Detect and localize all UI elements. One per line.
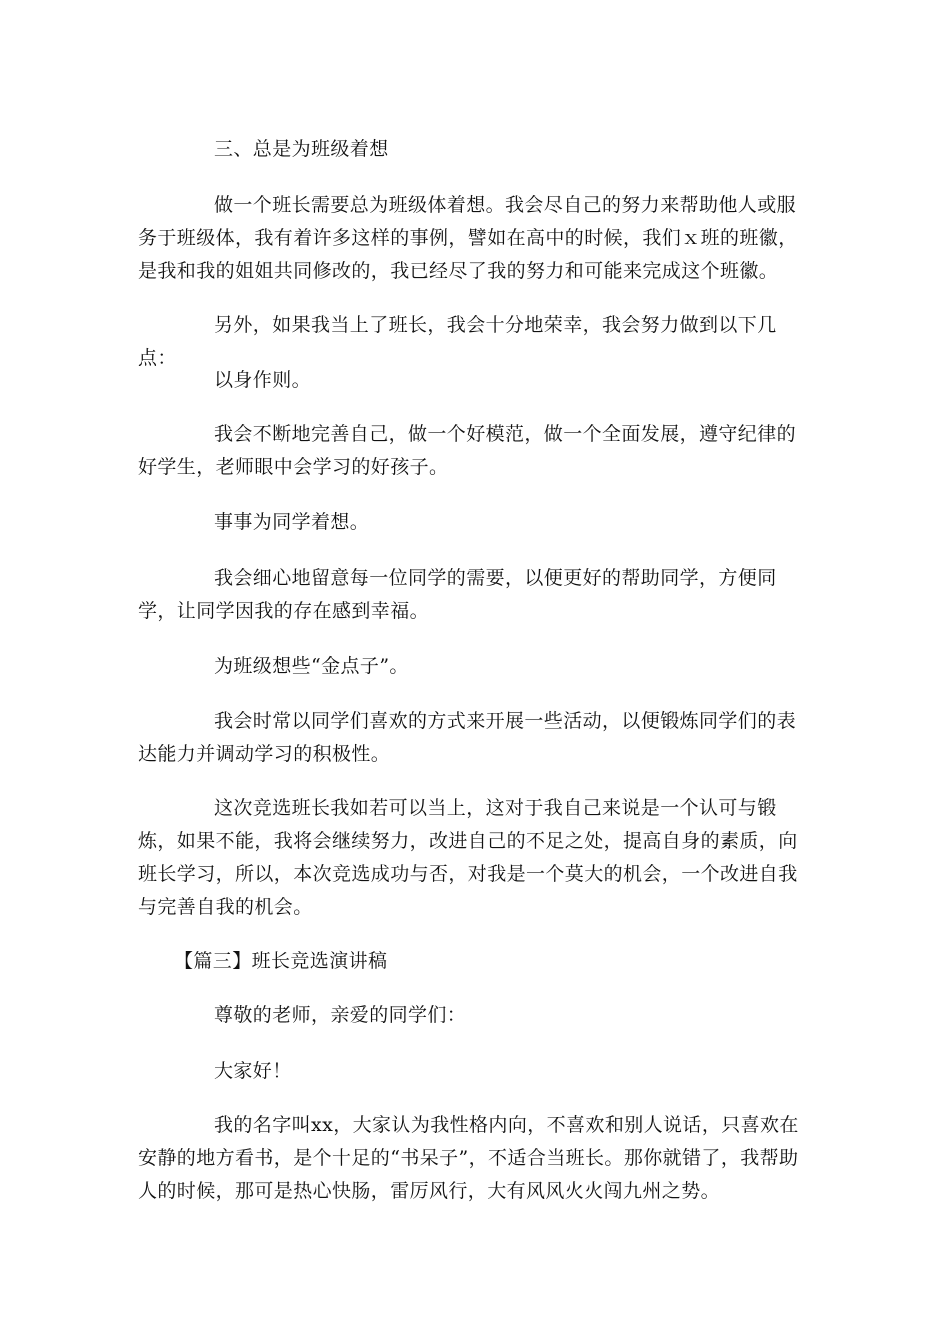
paragraph: 这次竞选班长我如若可以当上，这对于我自己来说是一个认可与锻炼，如果不能，我将会继续努力，改进自己的不足之处，提高自身的素质，向班长学习，所以，本次竞选成功与否，对我是一个莫大的机会，一个改进自我与完善自我的机会。 bbox=[138, 797, 798, 918]
section-heading-3: 三、总是为班级着想 bbox=[214, 138, 389, 160]
paragraph: 我会不断地完善自己，做一个好模范，做一个全面发展，遵守纪律的好学生，老师眼中会学习的好孩子。 bbox=[138, 423, 797, 478]
paragraph: 为班级想些“金点子”。 bbox=[214, 655, 409, 677]
section-heading-pian3: 【篇三】班长竞选演讲稿 bbox=[174, 950, 388, 972]
paragraph: 尊敬的老师，亲爱的同学们： bbox=[214, 1004, 467, 1026]
paragraph: 事事为同学着想。 bbox=[214, 511, 370, 533]
paragraph: 大家好！ bbox=[214, 1060, 292, 1082]
paragraph: 另外，如果我当上了班长，我会十分地荣幸，我会努力做到以下几点： bbox=[138, 314, 777, 369]
paragraph: 我的名字叫xx，大家认为我性格内向，不喜欢和别人说话，只喜欢在安静的地方看书，是个十足的“书呆子”，不适合当班长。那你就错了，我帮助人的时候，那可是热心快肠，雷厉风行，大有风风火火闯九州之势。 bbox=[138, 1114, 799, 1202]
paragraph: 我会细心地留意每一位同学的需要，以便更好的帮助同学，方便同学，让同学因我的存在感到幸福。 bbox=[138, 567, 777, 622]
paragraph: 我会时常以同学们喜欢的方式来开展一些活动，以便锻炼同学们的表达能力并调动学习的积极性。 bbox=[138, 710, 797, 765]
paragraph: 以身作则。 bbox=[214, 369, 312, 391]
paragraph: 做一个班长需要总为班级体着想。我会尽自己的努力来帮助他人或服务于班级体，我有着许多这样的事例，譬如在高中的时候，我们ｘ班的班徽，是我和我的姐姐共同修改的，我已经尽了我的努力和可能来完成这个班徽。 bbox=[138, 194, 798, 282]
